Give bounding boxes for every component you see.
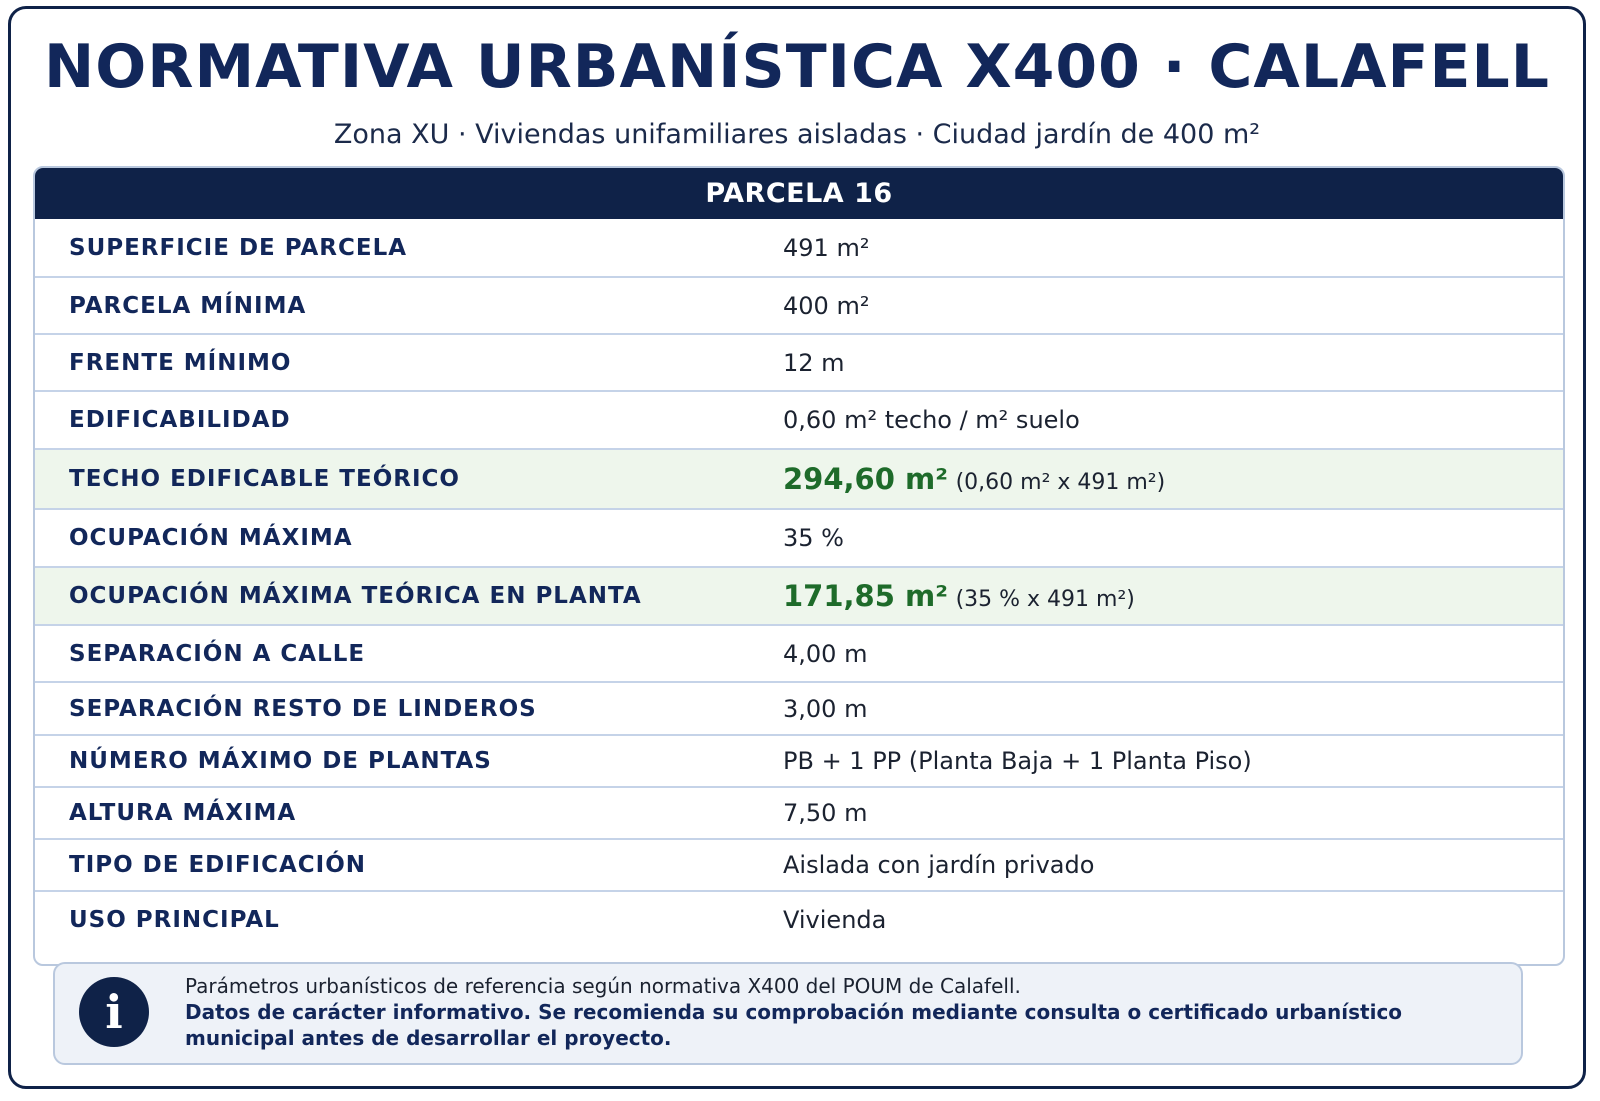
row-value bbox=[783, 462, 1165, 496]
table-row bbox=[35, 219, 1563, 276]
row-label: SEPARACIÓN A CALLE bbox=[69, 640, 366, 667]
info-icon: i bbox=[79, 977, 149, 1047]
table-row bbox=[35, 448, 1563, 508]
calculation-note: (35 % x 491 m²) bbox=[955, 587, 1135, 612]
row-label: USO PRINCIPAL bbox=[69, 906, 280, 933]
value-text: 491 m² bbox=[783, 233, 870, 262]
info-line-reference: Parámetros urbanísticos de referencia según normativa X400 del POUM de Calafell. bbox=[185, 974, 1021, 998]
value-text: 4,00 m bbox=[783, 639, 868, 668]
row-value bbox=[783, 799, 867, 827]
table-row bbox=[35, 508, 1563, 566]
computed-value: 171,85 m² bbox=[783, 579, 948, 613]
row-label: OCUPACIÓN MÁXIMA bbox=[69, 525, 353, 551]
value-text: 12 m bbox=[783, 348, 845, 377]
computed-value: 294,60 m² bbox=[783, 462, 948, 496]
table-row bbox=[35, 390, 1563, 448]
table-row bbox=[35, 890, 1563, 947]
row-value bbox=[783, 292, 869, 320]
value-text: 3,00 m bbox=[783, 694, 868, 723]
row-value bbox=[783, 695, 867, 723]
value-text: Aislada con jardín privado bbox=[783, 851, 1095, 879]
row-value bbox=[783, 640, 867, 668]
table-heading: PARCELA 16 bbox=[35, 168, 1563, 219]
row-label: TECHO EDIFICABLE TEÓRICO bbox=[69, 466, 460, 492]
row-label: EDIFICABILIDAD bbox=[69, 407, 291, 433]
parcel-table bbox=[33, 166, 1565, 966]
value-text: 7,50 m bbox=[783, 799, 868, 827]
table-row bbox=[35, 838, 1563, 890]
calculation-note: (0,60 m² x 491 m²) bbox=[955, 470, 1166, 495]
table-row bbox=[35, 276, 1563, 333]
info-notice bbox=[53, 962, 1523, 1065]
table-row bbox=[35, 624, 1563, 681]
table-row bbox=[35, 681, 1563, 734]
row-label: FRENTE MÍNIMO bbox=[69, 349, 292, 376]
row-label: PARCELA MÍNIMA bbox=[69, 292, 307, 319]
value-text: 400 m² bbox=[783, 291, 870, 320]
row-label: SUPERFICIE DE PARCELA bbox=[69, 234, 408, 261]
row-value bbox=[783, 579, 1135, 613]
value-text: 0,60 m² techo / m² suelo bbox=[783, 406, 1080, 434]
row-value bbox=[783, 406, 1080, 434]
row-value bbox=[783, 851, 1094, 879]
table-row bbox=[35, 734, 1563, 786]
info-text bbox=[185, 973, 1505, 1051]
row-value bbox=[783, 349, 845, 377]
value-text: PB + 1 PP (Planta Baja + 1 Planta Piso) bbox=[783, 747, 1252, 775]
row-value bbox=[783, 906, 886, 934]
row-label: NÚMERO MÁXIMO DE PLANTAS bbox=[69, 748, 492, 774]
table-row bbox=[35, 786, 1563, 838]
page-title: NORMATIVA URBANÍSTICA X400 · CALAFELL bbox=[44, 32, 1550, 102]
row-label: TIPO DE EDIFICACIÓN bbox=[69, 852, 367, 878]
table-body bbox=[35, 219, 1563, 947]
table-row bbox=[35, 566, 1563, 624]
row-label: SEPARACIÓN RESTO DE LINDEROS bbox=[69, 695, 537, 722]
row-value bbox=[783, 747, 1252, 775]
value-text: 35 % bbox=[783, 524, 844, 552]
table-row bbox=[35, 333, 1563, 390]
row-value bbox=[783, 524, 844, 552]
regulation-card bbox=[8, 6, 1586, 1089]
value-text: Vivienda bbox=[783, 905, 887, 934]
row-label: OCUPACIÓN MÁXIMA TEÓRICA EN PLANTA bbox=[69, 583, 642, 609]
row-label: ALTURA MÁXIMA bbox=[69, 800, 297, 826]
page-subtitle: Zona XU · Viviendas unifamiliares aisladas · Ciudad jardín de 400 m² bbox=[333, 119, 1261, 150]
row-value bbox=[783, 234, 869, 262]
info-line-disclaimer: Datos de carácter informativo. Se recomienda su comprobación mediante consulta o certificado urbanístico municipal antes de desarrollar el proyecto. bbox=[185, 1000, 1403, 1050]
